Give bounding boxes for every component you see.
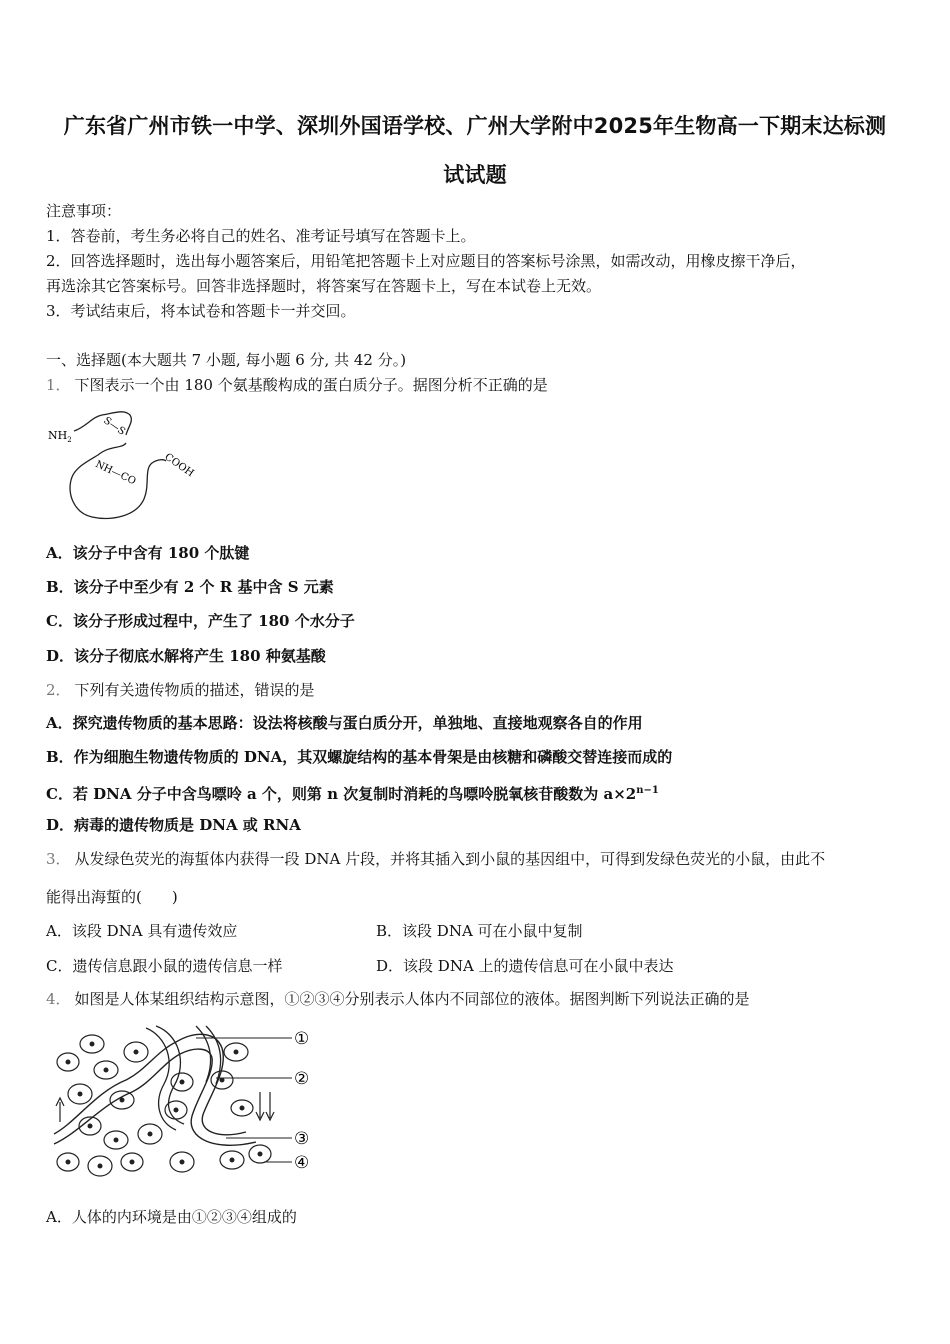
figure-label-3: ③ <box>294 1129 310 1149</box>
question-3-number: 3． <box>46 850 71 868</box>
question-2-option-c <box>46 780 659 805</box>
question-3-option-b: B．该段 DNA 可在小鼠中复制 <box>376 922 583 940</box>
protein-molecule-figure <box>44 405 214 525</box>
question-2-option-d: D．病毒的遗传物质是 DNA 或 RNA <box>46 816 301 834</box>
question-4-stem <box>46 988 750 1010</box>
notice-item-1: 1．答卷前，考生务必将自己的姓名、准考证号填写在答题卡上。 <box>46 227 476 245</box>
question-2-option-c-text: C．若 DNA 分子中含鸟嘌呤 a 个，则第 n 次复制时消耗的鸟嘌呤脱氧核苷酸数为 a×2 <box>46 785 637 803</box>
question-3-stem-1 <box>46 848 825 870</box>
question-2-option-b: B．作为细胞生物遗传物质的 DNA，其双螺旋结构的基本骨架是由核糖和磷酸交替连接而成的 <box>46 748 673 766</box>
question-2-option-c-exponent: n−1 <box>636 785 659 796</box>
exam-title-line1: 广东省广州市铁一中学、深圳外国语学校、广州大学附中2025年生物高一下期末达标测 <box>63 114 887 138</box>
question-1-option-d: D．该分子彻底水解将产生 180 种氨基酸 <box>46 647 326 665</box>
question-2-stem <box>46 679 315 701</box>
figure-label-cooh: COOH <box>162 451 196 480</box>
notice-item-2b: 再选涂其它答案标号。回答非选择题时，将答案写在答题卡上，写在本试卷上无效。 <box>46 277 602 295</box>
question-1-stem <box>46 374 548 396</box>
figure-label-ss: S—S <box>101 415 128 438</box>
question-4-option-a: A．人体的内环境是由①②③④组成的 <box>46 1208 297 1226</box>
question-4-text: 如图是人体某组织结构示意图，①②③④分别表示人体内不同部位的液体。据图判断下列说法正确的是 <box>74 990 750 1008</box>
question-3-stem-2: 能得出海蜇的( ) <box>46 888 178 906</box>
figure-label-4: ④ <box>294 1153 310 1173</box>
tissue-structure-figure <box>46 1022 326 1184</box>
question-3-text-1: 从发绿色荧光的海蜇体内获得一段 DNA 片段，并将其插入到小鼠的基因组中，可得到发绿色荧光的小鼠，由此不 <box>74 850 826 868</box>
question-1-option-c: C．该分子形成过程中，产生了 180 个水分子 <box>46 612 355 630</box>
question-2-option-a: A．探究遗传物质的基本思路：设法将核酸与蛋白质分开，单独地、直接地观察各自的作用 <box>46 714 643 732</box>
question-4-number: 4． <box>46 990 71 1008</box>
notice-item-3: 3．考试结束后，将本试卷和答题卡一并交回。 <box>46 302 356 320</box>
figure-label-nhco: NH—CO <box>93 459 138 488</box>
figure-label-2: ② <box>294 1069 310 1089</box>
question-3-option-c: C．遗传信息跟小鼠的遗传信息一样 <box>46 957 283 975</box>
question-3-option-a: A．该段 DNA 具有遗传效应 <box>46 922 238 940</box>
question-1-option-a: A．该分子中含有 180 个肽键 <box>46 544 250 562</box>
question-3-option-d: D．该段 DNA 上的遗传信息可在小鼠中表达 <box>376 957 674 975</box>
exam-title-line2: 试试题 <box>443 163 507 187</box>
section-heading: 一、选择题(本大题共 7 小题, 每小题 6 分, 共 42 分。) <box>46 351 407 369</box>
notice-heading: 注意事项： <box>46 202 122 220</box>
question-1-text: 下图表示一个由 180 个氨基酸构成的蛋白质分子。据图分析不正确的是 <box>74 376 548 394</box>
notice-item-2a: 2．回答选择题时，选出每小题答案后，用铅笔把答题卡上对应题目的答案标号涂黑，如需改动，用橡皮擦干净后， <box>46 252 806 270</box>
figure-label-nh2: $NH_2$ <box>48 429 72 444</box>
figure-label-1: ① <box>294 1029 310 1049</box>
question-2-text: 下列有关遗传物质的描述，错误的是 <box>74 681 315 699</box>
question-2-number: 2． <box>46 681 71 699</box>
question-1-number: 1． <box>46 376 71 394</box>
question-1-option-b: B．该分子中至少有 2 个 R 基中含 S 元素 <box>46 578 334 596</box>
